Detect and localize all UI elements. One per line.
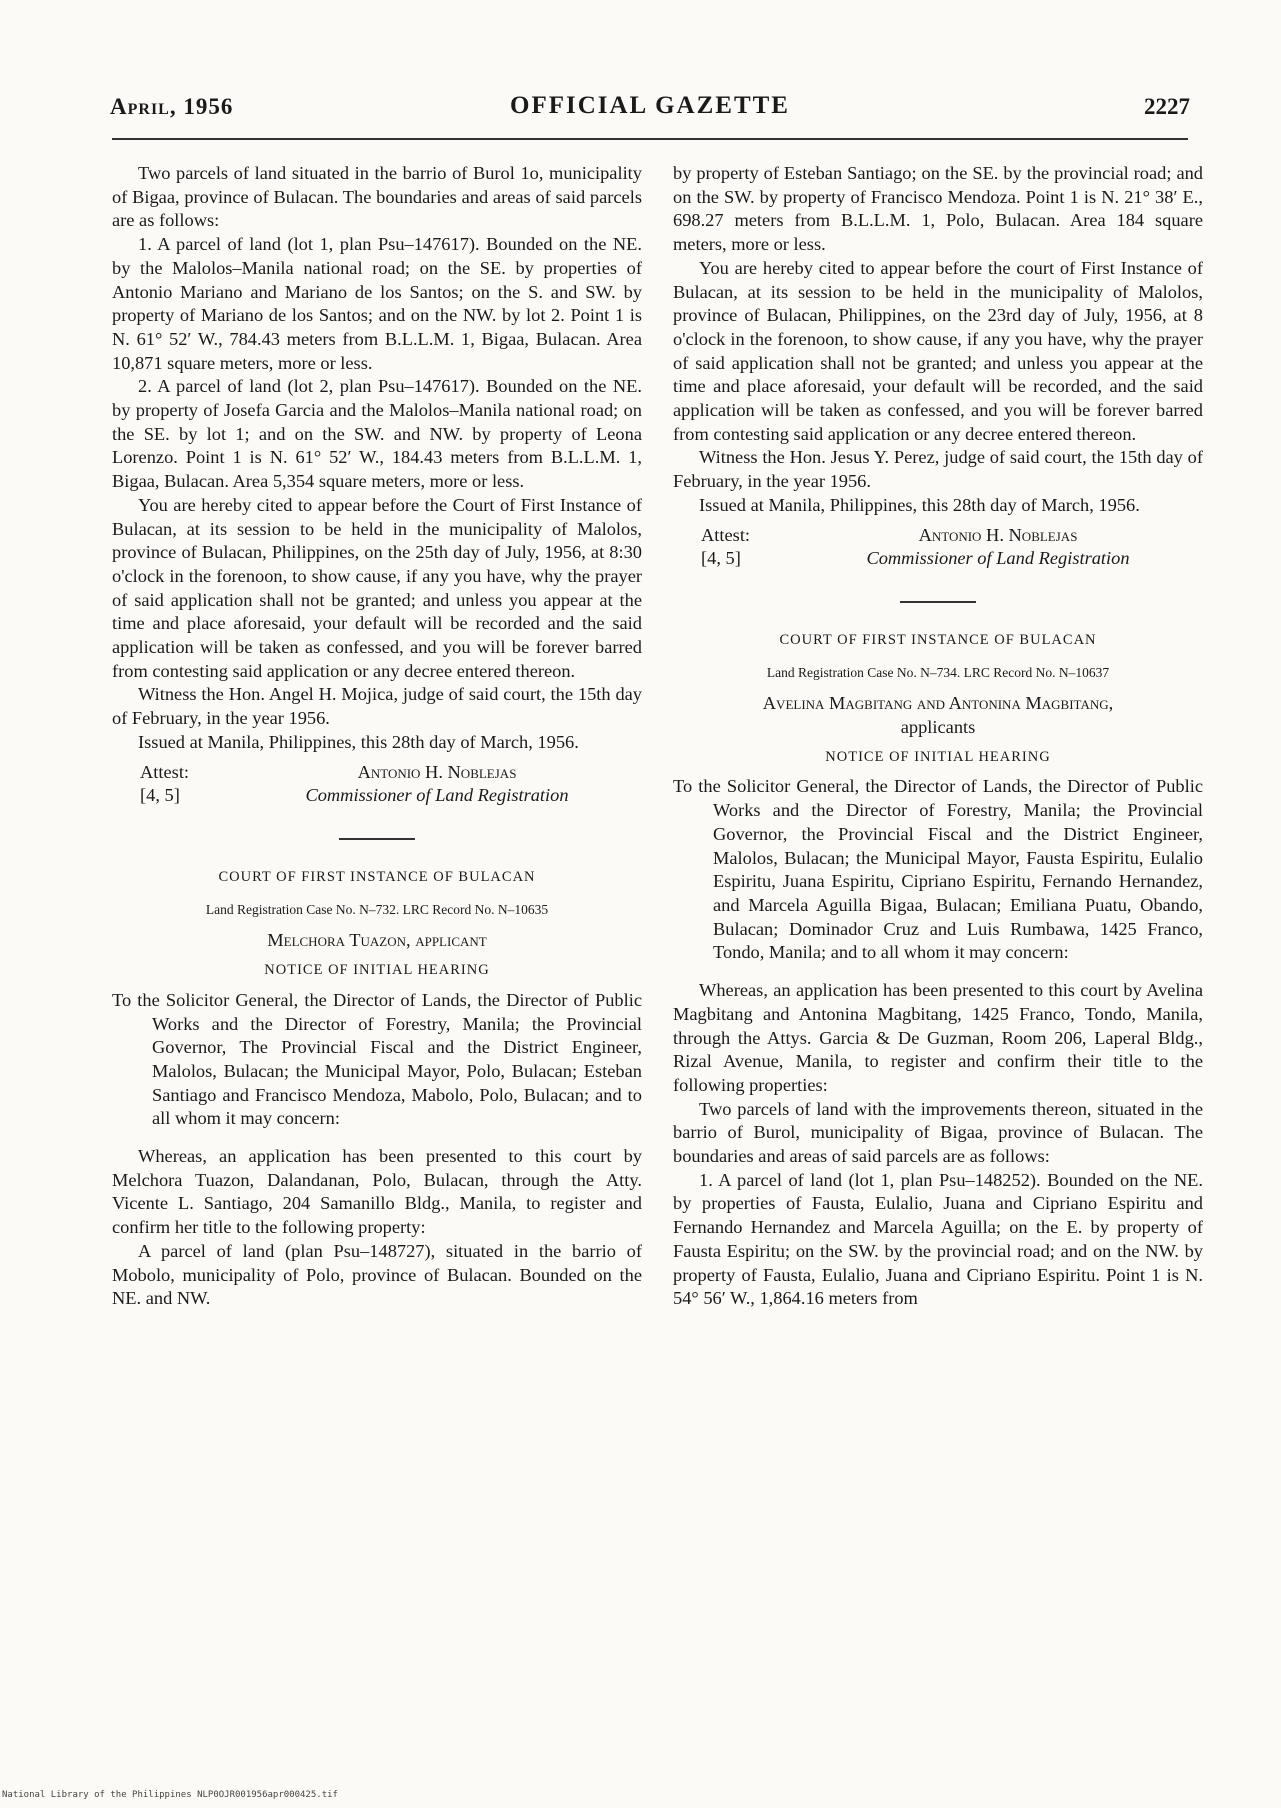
paragraph: Issued at Manila, Philippines, this 28th day of March, 1956. — [138, 731, 579, 752]
scan-footer: National Library of the Philippines NLP0OJR001956apr000425.tif — [2, 1790, 338, 1800]
paragraph: Whereas, an application has been presented to this court by Melchora Tuazon, Dalandanan, Polo, Bulacan, through the Atty. Vicente L. Santiago, 204 Samanillo Bldg., Manila, to register and confirm her title to the following property: — [112, 1146, 642, 1238]
paragraph: Witness the Hon. Jesus Y. Perez, judge of said court, the 15th day of February, in the year 1956. — [673, 447, 1203, 492]
issue-date: April, 1956 — [110, 94, 234, 119]
notice-heading: NOTICE OF INITIAL HEARING — [264, 962, 490, 979]
attest-title-block — [701, 547, 1203, 571]
paragraph: Two parcels of land with the improvements thereon, situated in the barrio of Burol, municipality of Bigaa, province of Bulacan. The boundaries and areas of said parcels are as follows: — [673, 1098, 1203, 1167]
page-header — [110, 94, 1190, 134]
attest-ref: [4, 5] — [701, 548, 741, 569]
section-divider — [339, 838, 415, 840]
court-heading: COURT OF FIRST INSTANCE OF BULACAN — [218, 868, 536, 885]
attest-ref: [4, 5] — [140, 785, 180, 806]
paragraph: 2. A parcel of land (lot 2, plan Psu–147617). Bounded on the NE. by property of Josefa Garcia and the Malolos–Manila national road; on the SE. by lot 1; and on the SW. and NW. by property of Leona Lorenzo. Point 1 is N. 61° 52′ W., 184.43 meters from B.L.L.M. 1, Bigaa, Bulacan. Area 5,354 square meters, more or less. — [112, 376, 642, 492]
case-number: Land Registration Case No. N–732. LRC Record No. N–10635 — [205, 901, 549, 917]
attest-label: Attest: — [701, 524, 751, 545]
paragraph: Two parcels of land situated in the barrio of Burol 1o, municipality of Bigaa, province of Bulacan. The boundaries and areas of said parcels are as follows: — [112, 163, 642, 231]
applicant-name: Avelina Magbitang and Antonina Magbitang, — [762, 693, 1114, 714]
addressees: To the Solicitor General, the Director of Lands, the Director of Public Works and the Director of Forestry, Manila; the Provincial Governor, the Provincial Fiscal and the District Engineer, Malolos, Bulacan; the Municipal Mayor, Fausta Espiritu, Eulalio Espiritu, Juana Espiritu, Cipriano Espiritu, Fernando Hernandez, and Marcela Aguilla Bigaa, Bulacan; Emiliana Puatu, Obando, Bulacan; Dominador Cruz and Luis Rumbawa, 1425 Franco, Tondo, Manila; and to all whom it may concern: — [673, 776, 1203, 963]
attest-name: Antonio H. Noblejas — [918, 524, 1078, 545]
attest-title-block — [140, 784, 642, 808]
paragraph: Whereas, an application has been presented to this court by Avelina Magbitang and Antonina Magbitang, 1425 Franco, Tondo, Manila, through the Attys. Garcia & De Guzman, Room 206, Laperal Bldg., Rizal Avenue, Manila, to register and confirm their title to the following properties: — [673, 980, 1203, 1095]
header-rule — [112, 138, 1188, 140]
addressees: To the Solicitor General, the Director of Lands, the Director of Public Works and the Director of Forestry, Manila; the Provincial Governor, The Provincial Fiscal and the District Engineer, Malolos, Bulacan; the Municipal Mayor, Polo, Bulacan; Esteban Santiago and Francisco Mendoza, Mabolo, Polo, Bulacan; and to all whom it may concern: — [112, 989, 642, 1129]
attest-title: Commissioner of Land Registration — [305, 785, 569, 806]
paragraph: You are hereby cited to appear before the Court of First Instance of Bulacan, at its session to be held in the municipality of Malolos, province of Bulacan, Philippines, on the 25th day of July, 1956, at 8:30 o'clock in the forenoon, to show cause, if any you have, why the prayer of said application shall not be granted; and unless you appear at the time and place aforesaid, your default will be recorded and the said application will be taken as confessed, and you will be forever barred from contesting said application or any decree entered thereon. — [112, 494, 642, 681]
paragraph: Issued at Manila, Philippines, this 28th day of March, 1956. — [699, 494, 1140, 515]
applicant-name: Melchora Tuazon, applicant — [267, 930, 487, 951]
paragraph: 1. A parcel of land (lot 1, plan Psu–148252). Bounded on the NE. by properties of Fausta, Eulalio, Juana and Cipriano Espiritu and Fernando Hernandez and Marcela Aguilla; on the E. by property of Fausta Espiritu; on the SW. by the provincial road; and on the NW. by property of Fausta, Eulalio, Juana and Cipriano Espiritu. Point 1 is N. 54° 56′ W., 1,864.16 meters from — [673, 1169, 1203, 1309]
attest-label: Attest: — [140, 761, 190, 782]
paragraph: 1. A parcel of land (lot 1, plan Psu–147617). Bounded on the NE. by the Malolos–Manila national road; on the SE. by properties of Antonio Mariano and Mariano de los Santos; on the S. and SW. by property of Mariano de los Santos; and on the NW. by lot 2. Point 1 is N. 61° 52′ W., 784.43 meters from B.L.L.M. 1, Bigaa, Bulacan. Area 10,871 square meters, more or less. — [112, 234, 642, 373]
paragraph: A parcel of land (plan Psu–148727), situated in the barrio of Mobolo, municipality of Polo, province of Bulacan. Bounded on the NE. and NW. — [112, 1240, 642, 1309]
applicant-label: applicants — [900, 717, 976, 738]
case-number: Land Registration Case No. N–734. LRC Record No. N–10637 — [766, 664, 1110, 680]
section-divider — [900, 601, 976, 603]
paragraph: You are hereby cited to appear before the court of First Instance of Bulacan, at its session to be held in the municipality of Malolos, province of Bulacan, Philippines, on the 23rd day of July, 1956, at 8 o'clock in the forenoon, to show cause, if any you have, why the prayer of said application shall not be granted; and unless you appear at the time and place aforesaid, your default will be recorded, and the said application will be taken as confessed, and you will be forever barred from contesting said application or any decree entered thereon. — [673, 257, 1203, 444]
court-heading: COURT OF FIRST INSTANCE OF BULACAN — [779, 631, 1097, 648]
paragraph: Witness the Hon. Angel H. Mojica, judge of said court, the 15th day of February, in the year 1956. — [112, 684, 642, 729]
attest-block — [140, 761, 642, 785]
attest-block — [701, 524, 1203, 548]
attest-title: Commissioner of Land Registration — [866, 548, 1130, 569]
left-column — [112, 162, 642, 1311]
attest-name: Antonio H. Noblejas — [357, 761, 517, 782]
notice-heading: NOTICE OF INITIAL HEARING — [825, 748, 1051, 765]
page-number: 2227 — [1144, 94, 1190, 119]
right-column — [673, 162, 1203, 1311]
publication-title: OFFICIAL GAZETTE — [510, 92, 790, 119]
paragraph: by property of Esteban Santiago; on the SE. by the provincial road; and on the SW. by property of Francisco Mendoza. Point 1 is N. 21° 38′ E., 698.27 meters from B.L.L.M. 1, Polo, Bulacan. Area 184 square meters, more or less. — [673, 163, 1203, 255]
